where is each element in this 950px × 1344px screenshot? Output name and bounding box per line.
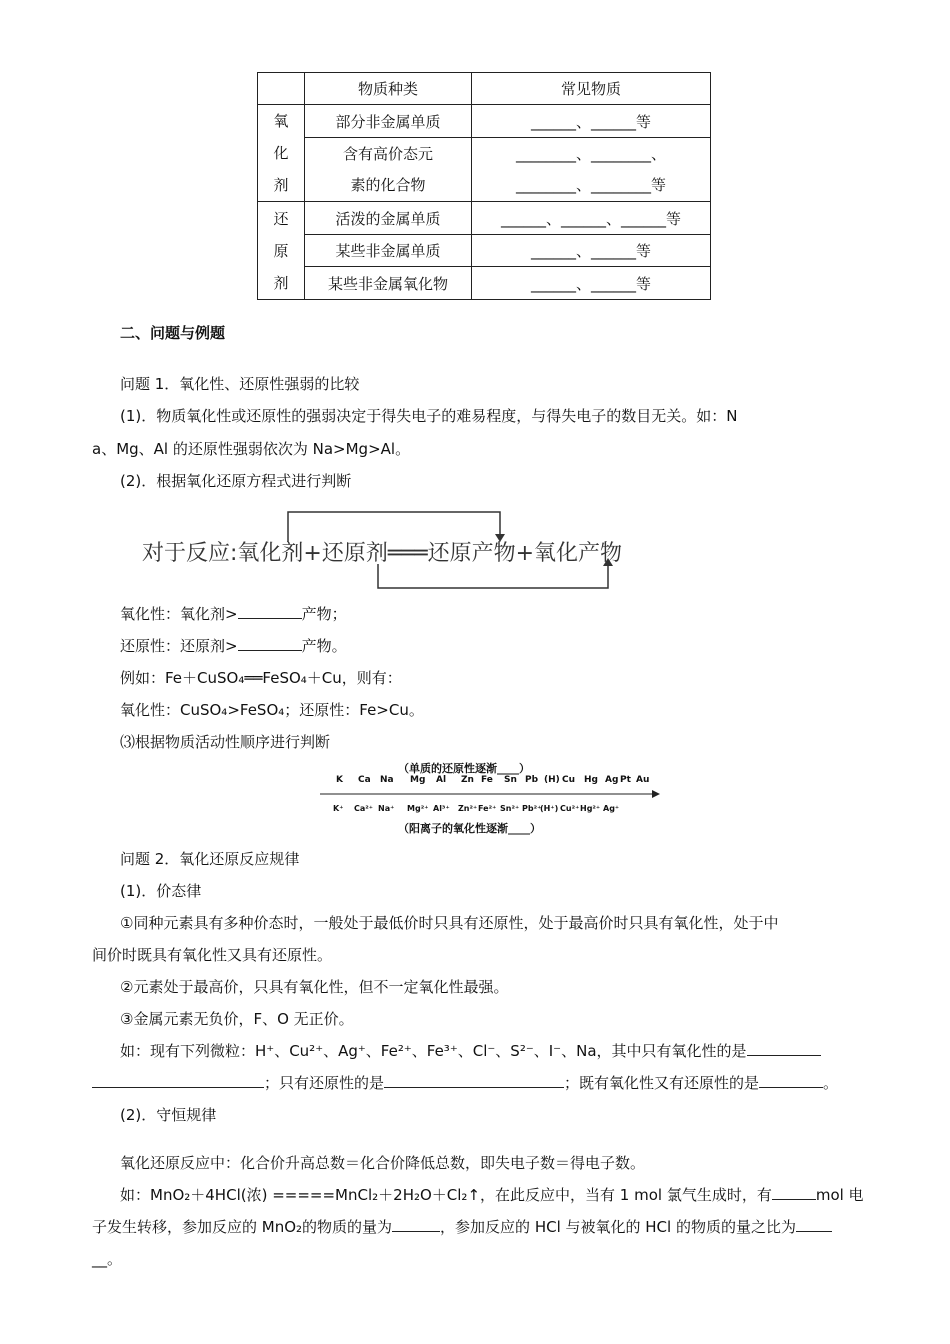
rule-3: ③金属元素无负价，F、O 无正价。	[120, 1010, 354, 1028]
activity-axis	[318, 788, 663, 800]
metal-label: Sn	[504, 775, 517, 785]
ion-label: Mg²⁺	[407, 804, 429, 813]
particles-text-a: ；只有还原性的是	[264, 1074, 385, 1092]
cons-text-c: 子发生转移，参加反应的 MnO₂的物质的量为	[92, 1218, 393, 1236]
oxidant-char: 剂	[273, 176, 289, 194]
ion-label: Al³⁺	[433, 804, 450, 813]
rule-1-line2: 间价时既具有氧化性又具有还原性。	[92, 946, 333, 964]
ion-label: Na⁺	[378, 804, 395, 813]
ion-label: Cu²⁺	[560, 804, 580, 813]
red-text-a: 还原性：还原剂>	[120, 637, 238, 655]
particles-text-b: ；既有氧化性又有还原性的是	[564, 1074, 760, 1092]
activity-bottom-label: （阳离子的氧化性逐渐____）	[398, 822, 541, 835]
metal-label: Hg	[584, 775, 598, 785]
answer-blank	[392, 1219, 440, 1232]
reductant-char: 原	[273, 241, 289, 260]
example-result: 氧化性：CuSO₄>FeSO₄；还原性：Fe>Cu。	[120, 701, 424, 719]
q1-title: 问题 1．氧化性、还原性强弱的比较	[120, 375, 360, 393]
q2-s2: (2)．守恒规律	[120, 1106, 217, 1124]
section-heading: 二、问题与例题	[120, 324, 226, 342]
q1-p3: ⑶根据物质活动性顺序进行判断	[120, 733, 331, 751]
ion-label: Pb²⁺	[522, 804, 542, 813]
metal-label: Au	[636, 775, 650, 785]
table-cell-common: ______、______等	[472, 267, 711, 300]
kind-line: 素的化合物	[350, 175, 426, 194]
table-cell-kind: 活泼的金属单质	[305, 202, 472, 235]
metal-label: Ca	[358, 775, 371, 785]
conservation-example-line3: __。	[92, 1250, 123, 1268]
table-cell-common: ______、______等	[472, 105, 711, 138]
ion-label: Hg²⁺	[580, 804, 601, 813]
ion-label: Sn²⁺	[500, 804, 520, 813]
q1-p1-line2: a、Mg、Al 的还原性强弱依次为 Na>Mg>Al。	[92, 440, 411, 458]
metal-label: Na	[380, 775, 394, 785]
common-line: ________、________等	[515, 175, 666, 194]
example-equation: 例如：Fe＋CuSO₄══FeSO₄＋Cu，则有：	[120, 669, 402, 687]
metal-label: K	[336, 775, 343, 785]
oxidant-label	[258, 105, 305, 202]
q1-p2: (2)．根据氧化还原方程式进行判断	[120, 472, 352, 490]
common-line: ________、________、	[515, 144, 666, 163]
table-header-kind: 物质种类	[305, 73, 472, 105]
metal-label: Ag	[605, 775, 619, 785]
particles-text: 如：现有下列微粒：H⁺、Cu²⁺、Ag⁺、Fe²⁺、Fe³⁺、Cl⁻、S²⁻、I⁻、Na，其中只有氧化性的是	[120, 1042, 747, 1060]
oxidation-compare	[120, 603, 347, 624]
q2-s1: (1)．价态律	[120, 882, 202, 900]
q1-p1-line1: (1)．物质氧化性或还原性的强弱决定于得失电子的难易程度，与得失电子的数目无关。如：N	[120, 407, 738, 425]
metal-label: Cu	[562, 775, 576, 785]
ion-label: Zn²⁺	[458, 804, 478, 813]
cons-text-d: ，参加反应的 HCl 与被氧化的 HCl 的物质的量之比为	[440, 1218, 796, 1236]
metal-label: Mg	[410, 775, 426, 785]
q2-title: 问题 2．氧化还原反应规律	[120, 850, 300, 868]
ion-label: (H⁺)	[540, 804, 559, 813]
answer-blank	[384, 1075, 564, 1088]
reductant-char: 还	[273, 209, 289, 228]
oxidant-char: 氧	[273, 112, 289, 130]
reductant-label	[258, 202, 305, 300]
conservation-example-line1	[120, 1184, 864, 1205]
table-cell-kind	[305, 138, 472, 202]
red-text-b: 产物。	[301, 637, 347, 655]
activity-top-label: （单质的还原性逐渐____）	[398, 762, 530, 775]
table-header-empty	[258, 73, 305, 105]
metal-label: Pt	[620, 775, 631, 785]
reaction-text: 对于反应:氧化剂+还原剂═══还原产物+氧化产物	[142, 541, 623, 566]
reduction-compare	[120, 635, 347, 656]
kind-line: 含有高价态元	[342, 144, 433, 163]
ion-label: Fe²⁺	[478, 804, 497, 813]
table-cell-common	[472, 138, 711, 202]
answer-blank	[92, 1075, 264, 1088]
rule-2: ②元素处于最高价，只具有氧化性，但不一定氧化性最强。	[120, 978, 509, 996]
answer-blank	[796, 1219, 832, 1232]
table-cell-common: ______、______等	[472, 235, 711, 267]
metal-label: Al	[436, 775, 447, 785]
answer-blank	[772, 1187, 816, 1200]
table-cell-kind: 部分非金属单质	[305, 105, 472, 138]
ox-text-b: 产物；	[301, 605, 347, 623]
answer-blank	[759, 1075, 823, 1088]
metal-label: Zn	[461, 775, 474, 785]
particles-question-line1	[120, 1040, 821, 1061]
table-header-common: 常见物质	[472, 73, 711, 105]
particles-text-c: 。	[823, 1074, 839, 1092]
answer-blank	[238, 606, 302, 619]
conservation-rule: 氧化还原反应中：化合价升高总数＝化合价降低总数，即失电子数＝得电子数。	[120, 1154, 646, 1172]
ion-label: K⁺	[333, 804, 344, 813]
table-cell-kind: 某些非金属氧化物	[305, 267, 472, 300]
ox-text-a: 氧化性：氧化剂>	[120, 605, 238, 623]
answer-blank	[747, 1043, 821, 1056]
metal-label: (H)	[544, 775, 560, 785]
reaction-diagram	[140, 506, 700, 594]
ion-label: Ag⁺	[603, 804, 620, 813]
cons-text-a: 如：MnO₂＋4HCl(浓) =====MnCl₂＋2H₂O＋Cl₂↑，在此反应中，当有 1 mol 氯气生成时，有	[120, 1186, 772, 1204]
oxidant-char: 化	[273, 144, 289, 162]
cons-text-b: mol 电	[815, 1186, 864, 1204]
table-cell-kind: 某些非金属单质	[305, 235, 472, 267]
rule-1-line1: ①同种元素具有多种价态时，一般处于最低价时只具有还原性，处于最高价时只具有氧化性，处于中	[120, 914, 779, 932]
particles-question-line2	[92, 1072, 838, 1093]
conservation-example-line2	[92, 1216, 832, 1237]
table-cell-common: ______、______、______等	[472, 202, 711, 235]
ion-label: Ca²⁺	[354, 804, 373, 813]
metal-label: Pb	[525, 775, 539, 785]
metal-label: Fe	[481, 775, 493, 785]
answer-blank	[238, 638, 302, 651]
reductant-char: 剂	[273, 273, 289, 292]
substance-table	[257, 72, 711, 300]
